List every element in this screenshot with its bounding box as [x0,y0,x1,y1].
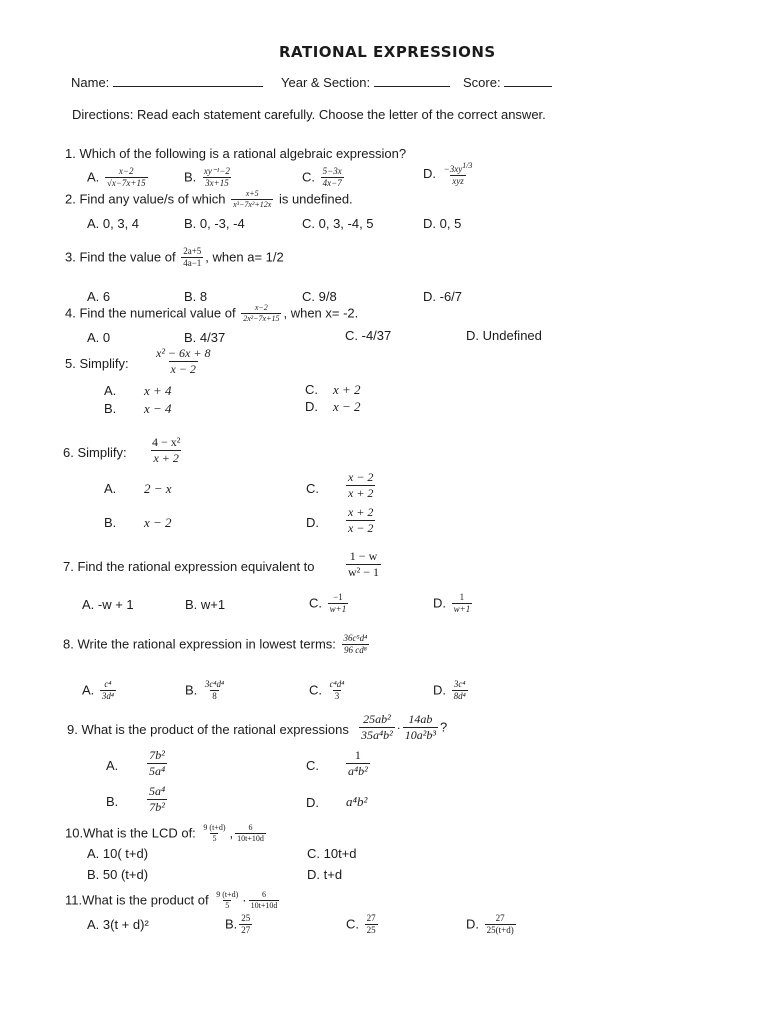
name-label: Name: [71,75,110,90]
q6-option-d-value: $\frac{x + 2}{x - 2}$ [348,505,374,535]
year-section-label: Year & Section: [281,75,371,90]
q3-option-b[interactable]: B. 8 [184,289,208,304]
q6-option-d[interactable]: D. [306,515,319,530]
question-9-expression: $\frac{\text{25ab²}}{\text{35a⁴b²}}$ · $\frac{14ab}{\text{10a²b³}}$ ? [361,712,448,742]
question-10: 10.What is the LCD of: $\frac{9 (t+d)}{5}$ , $\frac{6}{10t+10d}$ [65,823,264,844]
question-1: 1. Which of the following is a rational algebraic expression? [65,146,407,161]
q5-option-a[interactable]: A. [104,383,117,398]
question-8: 8. Write the rational expression in lowest terms: $\frac{\text{36c⁵d⁴}}{\text{96 cd⁸}}$ [63,633,368,656]
q4-option-d[interactable]: D. Undefined [466,328,542,343]
q4-option-b[interactable]: B. 4/37 [184,330,226,345]
score-label: Score: [463,75,501,90]
q2-option-a[interactable]: A. 0, 3, 4 [87,216,140,231]
q6-option-a[interactable]: A. [104,481,117,496]
q1-option-b[interactable]: B. $\frac{\text{xy⁻¹−2}}{3x+15}$ [184,166,230,189]
q9-option-c[interactable]: C. [306,758,319,773]
q2-option-c[interactable]: C. 0, 3, -4, 5 [302,216,374,231]
q10-option-d[interactable]: D. t+d [307,867,343,882]
q1-option-a[interactable]: A. $\frac{x-2}{√x-7x+15}$ [87,166,146,189]
q5-option-b[interactable]: B. [104,401,117,416]
score-blank[interactable] [504,75,552,87]
q9-option-a[interactable]: A. [106,758,119,773]
q2-option-d[interactable]: D. 0, 5 [423,216,462,231]
q6-option-a-value: 2 − x [144,481,172,496]
q3-option-d[interactable]: D. -6/7 [423,289,463,304]
q3-option-c[interactable]: C. 9/8 [302,289,337,304]
q5-option-c-value: x + 2 [333,382,361,397]
q10-option-b[interactable]: B. 50 (t+d) [87,867,149,882]
q6-option-c-value: $\frac{x - 2}{x + 2}$ [348,470,374,500]
question-5-label: 5. Simplify: [65,356,129,371]
q5-option-a-value: x + 4 [144,383,172,398]
q8-option-d[interactable]: D. $\frac{\text{3c⁴}}{\text{8d⁴}}$ [433,679,466,702]
year-section-blank[interactable] [374,75,450,87]
q5-option-d[interactable]: D. [305,399,318,414]
q9-option-a-value: $\frac{\text{7b²}}{\text{5a⁴}}$ [149,748,166,778]
q4-option-c[interactable]: C. -4/37 [345,328,392,343]
q6-option-c[interactable]: C. [306,481,319,496]
q6-option-b[interactable]: B. [104,515,117,530]
q8-option-b[interactable]: B. $\frac{\text{3c⁴d⁴}}{8}$ [185,679,225,702]
q11-option-a[interactable]: A. 3(t + d)² [87,917,149,932]
question-6-label: 6. Simplify: [63,445,127,460]
q5-option-d-value: x − 2 [333,399,361,414]
question-9-label: 9. What is the product of the rational expressions [67,722,349,737]
question-3: 3. Find the value of $\frac{2a+5}{4a-1}$ , when a= 1/2 [65,246,284,269]
question-7-label: 7. Find the rational expression equivalent to [63,559,315,574]
q6-option-b-value: x − 2 [144,515,172,530]
name-field[interactable] [71,75,263,90]
q9-option-c-value: $\frac{1}{\text{a⁴b²}}$ [348,748,368,778]
q2-option-b[interactable]: B. 0, -3, -4 [184,216,245,231]
q10-option-c[interactable]: C. 10t+d [307,846,357,861]
question-11: 11.What is the product of $\frac{9 (t+d)}{5}$ · $\frac{6}{10t+10d}$ [65,890,278,911]
q8-option-a[interactable]: A. $\frac{\text{c⁴}}{\text{3d⁴}}$ [82,679,115,702]
q9-option-d-value: a⁴b² [346,794,368,809]
q4-option-a[interactable]: A. 0 [87,330,111,345]
q5-option-c[interactable]: C. [305,382,318,397]
score-field[interactable] [463,75,552,90]
name-blank[interactable] [113,75,263,87]
directions: Directions: Read each statement carefully. Choose the letter of the correct answer. [72,107,546,122]
q9-option-d[interactable]: D. [306,795,319,810]
q1-option-c[interactable]: C. $\frac{5-3x}{4x-7}$ [302,166,342,189]
question-4: 4. Find the numerical value of $\frac{x-2}{\text{2x²−7x+15}}$ , when x= -2. [65,303,359,324]
question-7-expression: $\frac{1 - w}{\text{w² − 1}}$ [348,549,380,579]
q7-option-d[interactable]: D. $\frac{1}{w+1}$ [433,592,471,615]
q11-option-c[interactable]: C. $\frac{27}{25}$ [346,913,376,936]
question-6-expression: $\frac{\text{4 − x²}}{x + 2}$ [152,435,181,465]
year-section-field[interactable] [281,75,450,90]
q9-option-b-value: $\frac{\text{5a⁴}}{\text{7b²}}$ [149,784,166,814]
q7-option-c[interactable]: C. $\frac{-1}{w+1}$ [309,592,347,615]
page-title: RATIONAL EXPRESSIONS [279,43,496,61]
q9-option-b[interactable]: B. [106,794,119,809]
q1-option-d[interactable]: D. $\frac{-3xy^{1/3}}{\text{xyz}}$ [423,161,473,187]
question-5-expression: $\frac{\text{x² − 6x + 8}}{x - 2}$ [156,346,211,376]
q11-option-d[interactable]: D. $\frac{27}{25(t+d)}$ [466,913,514,936]
q7-option-a[interactable]: A. -w + 1 [82,597,134,612]
q5-option-b-value: x − 4 [144,401,172,416]
q10-option-a[interactable]: A. 10( t+d) [87,846,149,861]
q7-option-b[interactable]: B. w+1 [185,597,226,612]
question-2: 2. Find any value/s of which $\frac{x+5}{\text{x³−7x²+12x}}$ is undefined. [65,189,353,210]
q8-option-c[interactable]: C. $\frac{\text{c⁴d⁴}}{3}$ [309,679,345,702]
q11-option-b[interactable]: B. $\frac{25}{27}$ [225,913,251,936]
q3-option-a[interactable]: A. 6 [87,289,111,304]
